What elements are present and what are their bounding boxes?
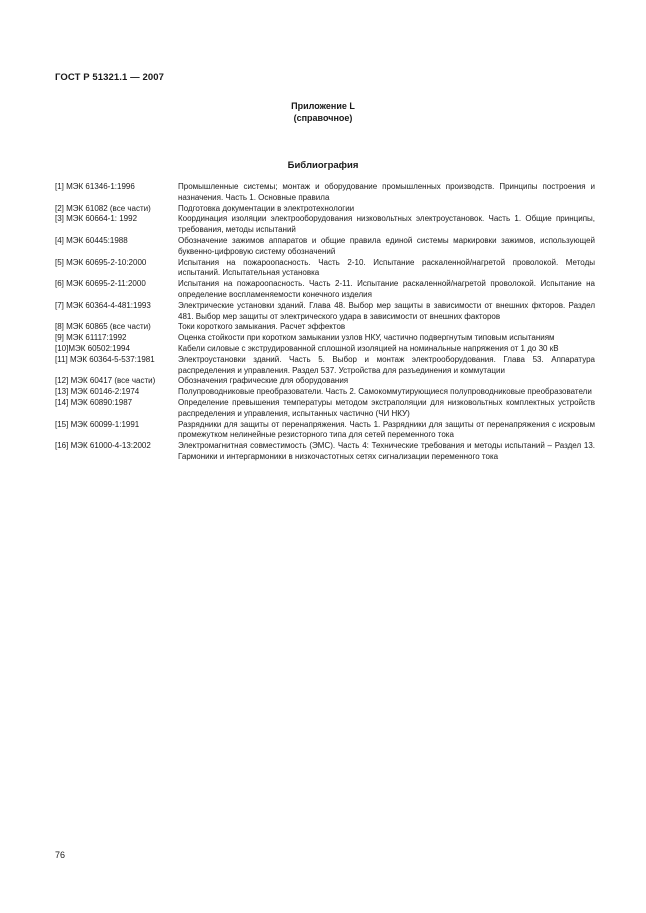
entry-reference: [5] МЭК 60695-2-10:2000 xyxy=(55,257,147,267)
bibliography-entry xyxy=(55,279,595,301)
bibliography-entry xyxy=(55,301,595,323)
entry-reference: [16] МЭК 61000-4-13:2002 xyxy=(55,441,151,451)
entry-reference: [9] МЭК 61117:1992 xyxy=(55,333,127,343)
bibliography-entry xyxy=(55,236,595,258)
entry-reference: [4] МЭК 60445:1988 xyxy=(55,235,128,245)
bibliography-entry xyxy=(55,182,595,204)
entry-title: Испытания на пожароопасность. Часть 2-11. Испытание раскаленной/нагретой проволокой. Испытание на определение воспламеняемости конечного изделия xyxy=(178,279,595,299)
bibliography-entry xyxy=(55,214,595,236)
bibliography-entry xyxy=(55,258,595,280)
appendix-subtitle: (справочное) xyxy=(293,113,353,123)
entry-reference: [8] МЭК 60865 (все части) xyxy=(55,322,151,332)
entry-reference: [12] МЭК 60417 (все части) xyxy=(55,376,156,386)
bibliography-list xyxy=(55,182,595,463)
bibliography-entry xyxy=(55,322,595,333)
appendix-title: Приложение L xyxy=(291,101,355,111)
bibliography-entry xyxy=(55,344,595,355)
bibliography-entry xyxy=(55,387,595,398)
page-number: 76 xyxy=(55,850,66,860)
document-header: ГОСТ Р 51321.1 — 2007 xyxy=(55,72,165,83)
bibliography-entry xyxy=(55,441,595,463)
entry-reference: [7] МЭК 60364-4-481:1993 xyxy=(55,300,151,310)
entry-title: Оценка стойкости при коротком замыкании узлов НКУ, частично подвергнутым типовым испытаниям xyxy=(178,333,555,343)
entry-title: Подготовка документации в электротехнологии xyxy=(178,203,355,213)
entry-title: Промышленные системы; монтаж и оборудование промышленных производств. Принципы построения и назначения. Часть 1. Основные правила xyxy=(178,182,595,202)
bibliography-title: Библиография xyxy=(287,160,359,171)
entry-reference: [14] МЭК 60890:1987 xyxy=(55,397,133,407)
bibliography-entry xyxy=(55,355,595,377)
entry-title: Электрические установки зданий. Глава 48. Выбор мер защиты в зависимости от внешних фкторов. Раздел 481. Выбор мер защиты от электрического удара в зависимости от внешних факторов xyxy=(178,300,595,321)
entry-title: Координация изоляции электрооборудования низковольтных электроустановок. Часть 1. Общие принципы, требования, методы испытаний xyxy=(178,214,595,235)
entry-title: Электроустановки зданий. Часть 5. Выбор и монтаж электрооборудования. Глава 53. Аппаратура распределения и управления. Раздел 537. Устройства для разъединения и коммутации xyxy=(178,354,595,375)
entry-title: Полупроводниковые преобразователи. Часть 2. Самокоммутирующиеся полупроводниковые преобразователи xyxy=(178,387,592,397)
entry-title: Токи короткого замыкания. Расчет эффектов xyxy=(178,322,346,332)
bibliography-entry xyxy=(55,204,595,215)
entry-reference: [3] МЭК 60664-1: 1992 xyxy=(55,214,138,224)
entry-title: Обозначения графические для оборудования xyxy=(178,376,349,386)
bibliography-entry xyxy=(55,398,595,420)
bibliography-entry xyxy=(55,376,595,387)
entry-reference: [13] МЭК 60146-2:1974 xyxy=(55,387,140,397)
entry-reference: [6] МЭК 60695-2-11:2000 xyxy=(55,279,146,289)
bibliography-entry xyxy=(55,333,595,344)
entry-reference: [2] МЭК 61082 (все части) xyxy=(55,203,151,213)
entry-title: Обозначение зажимов аппаратов и общие правила единой системы маркировки зажимов, использующей буквенно-цифровую систему обозначений xyxy=(178,235,595,256)
entry-reference: [11] МЭК 60364-5-537:1981 xyxy=(55,354,155,364)
bibliography-entry xyxy=(55,420,595,442)
entry-reference: [1] МЭК 61346-1:1996 xyxy=(55,182,135,191)
appendix-heading xyxy=(0,100,646,124)
entry-title: Электромагнитная совместимость (ЭМС). Часть 4: Технические требования и методы испытаний – Раздел 13. Гармоники и интергармоники в низкочастотных сетях сигнализации переменного тока xyxy=(178,441,595,461)
entry-title: Кабели силовые с экструдированной сплошной изоляцией на номинальные напряжения от 1 до 30 кВ xyxy=(178,343,559,353)
entry-title: Определение превышения температуры методом экстраполяции для низковольтных комплектных устройств распределения и управления, испытанных частично (ЧИ НКУ) xyxy=(178,397,595,418)
entry-title: Испытания на пожароопасность. Часть 2-10. Испытание раскаленной/нагретой проволокой. Методы испытаний. Испытательная установка xyxy=(178,257,595,278)
entry-reference: [15] МЭК 60099-1:1991 xyxy=(55,419,140,429)
entry-title: Разрядники для защиты от перенапряжения. Часть 1. Разрядники для защиты от перенапряжения с искровым промежутком нелинейные резисторного типа для сетей переменного тока xyxy=(178,419,595,440)
entry-reference: [10]МЭК 60502:1994 xyxy=(55,343,130,353)
